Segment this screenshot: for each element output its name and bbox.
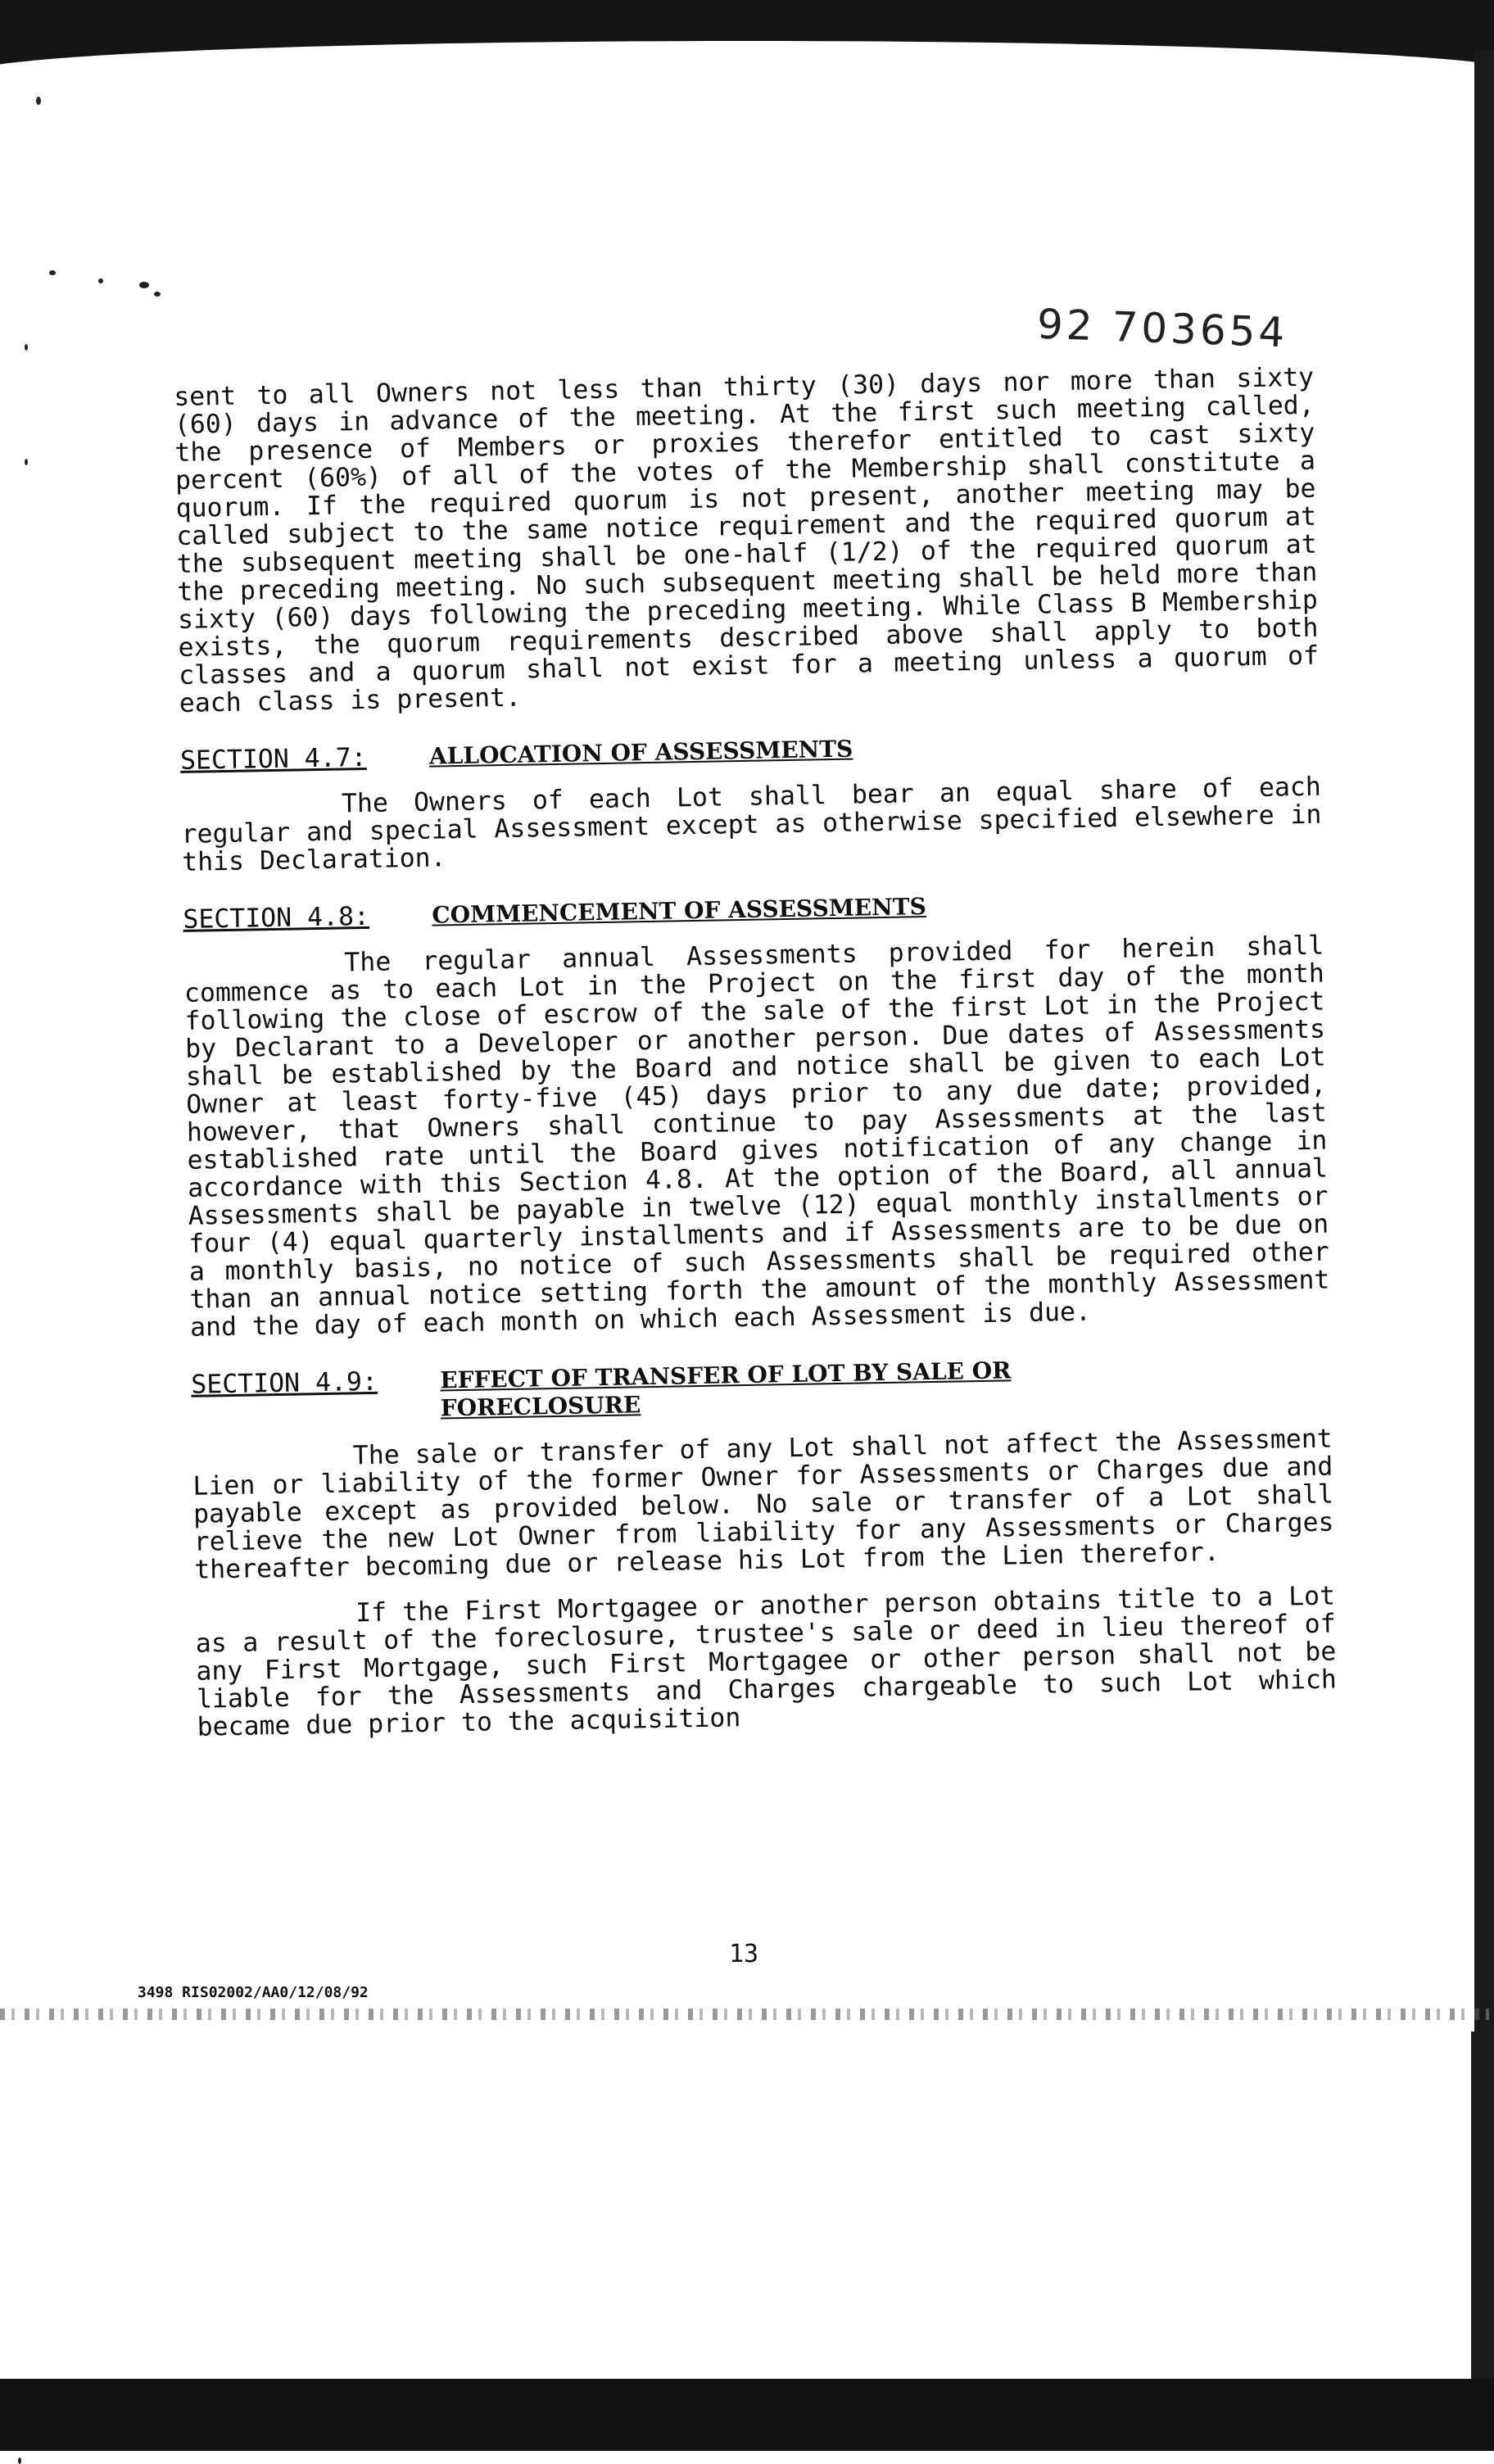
document-stamp-number: 92 703654 <box>1036 300 1289 357</box>
paragraph: The regular annual Assessments provided for herein shall commence as to each Lot in the Project on the first day of the month following the close of escrow of the sale of the first Lot in the Project by Declarant to a Developer or another person. Due dates of Assessments shall be established by the Board and notice shall be given to each Lot Owner at least forty-five (45) days prior to any due date; provided, however, that Owners shall continue to pay Assessments at the last established rate until the Board gives notification of any change in accordance with this Section 4.8. At the option of the Board, all annual Assessments shall be payable in twelve (12) equal monthly installments or four (4) equal quarterly installments and if Assessments are to be due on a monthly basis, no notice of such Assessments shall be required other than an annual notice setting forth the amount of the monthly Assessment and the day of each month on which each Assessment is due. <box>183 931 1330 1343</box>
footer-document-code: 3498 RIS02002/AA0/12/08/92 <box>138 1984 369 2001</box>
section-header-4-9 <box>191 1352 1332 1427</box>
section-title: ALLOCATION OF ASSESSMENTS <box>428 735 853 770</box>
document-body <box>174 364 1338 1742</box>
scan-noise-band <box>0 2009 1494 2020</box>
scan-border-bottom <box>0 2379 1494 2451</box>
scan-speck <box>36 97 41 105</box>
page-number: 13 <box>729 1940 759 1968</box>
scan-page-edge <box>0 41 1494 115</box>
paragraph: If the First Mortgagee or another person obtains title to a Lot as a result of the foreclosure, trustee's sale or deed in lieu thereof of any First Mortgage, such First Mortgagee or other person shall not be liable for the Assessments and Charges chargeable to such Lot which became due prior to the acquisition <box>195 1581 1338 1742</box>
scan-speck <box>25 459 28 465</box>
section-header-4-8 <box>183 886 1323 934</box>
section-title: COMMENCEMENT OF ASSESSMENTS <box>432 893 927 929</box>
section-title: EFFECT OF TRANSFER OF LOT BY SALE OR FORECLOSURE <box>440 1357 1012 1422</box>
scan-speck <box>154 292 161 297</box>
scan-speck <box>25 344 28 351</box>
paragraph: The Owners of each Lot shall bear an equal share of each regular and special Assessment except as otherwise specified elsewhere in this Declaration. <box>181 772 1322 877</box>
scan-speck <box>49 270 56 275</box>
section-number: SECTION 4.9: <box>191 1366 378 1400</box>
section-number: SECTION 4.7: <box>179 742 367 776</box>
paragraph: The sale or transfer of any Lot shall not affect the Assessment Lien or liability of the former Owner for Assessments or Charges due and payable except as provided below. No sale or transfer of a Lot shall relieve the new Lot Owner from liability for any Assessments or Charges thereafter becoming due or release his Lot from the Lien therefor. <box>192 1424 1334 1585</box>
scan-border-right-lower <box>1471 2031 1494 2392</box>
scan-speck <box>18 2457 21 2464</box>
scan-speck <box>139 282 149 288</box>
paragraph-continuation: sent to all Owners not less than thirty (30) days nor more than sixty (60) days in advance of the meeting. At the first such meeting called, the presence of Members or proxies therefor entitled to cast sixty percent (60%) of all of the votes of the Membership shall constitute a quorum. If the required quorum is not present, another meeting may be called subject to the same notice requirement and the required quorum at the subsequent meeting shall be one-half (1/2) of the required quorum at the preceding meeting. No such subsequent meeting shall be held more than sixty (60) days following the preceding meeting. While Class B Membership exists, the quorum requirements described above shall apply to both classes and a quorum shall not exist for a meeting unless a quorum of each class is present. <box>173 362 1320 718</box>
section-number: SECTION 4.8: <box>183 901 370 935</box>
scan-speck <box>98 279 103 283</box>
section-header-4-7 <box>180 727 1320 775</box>
